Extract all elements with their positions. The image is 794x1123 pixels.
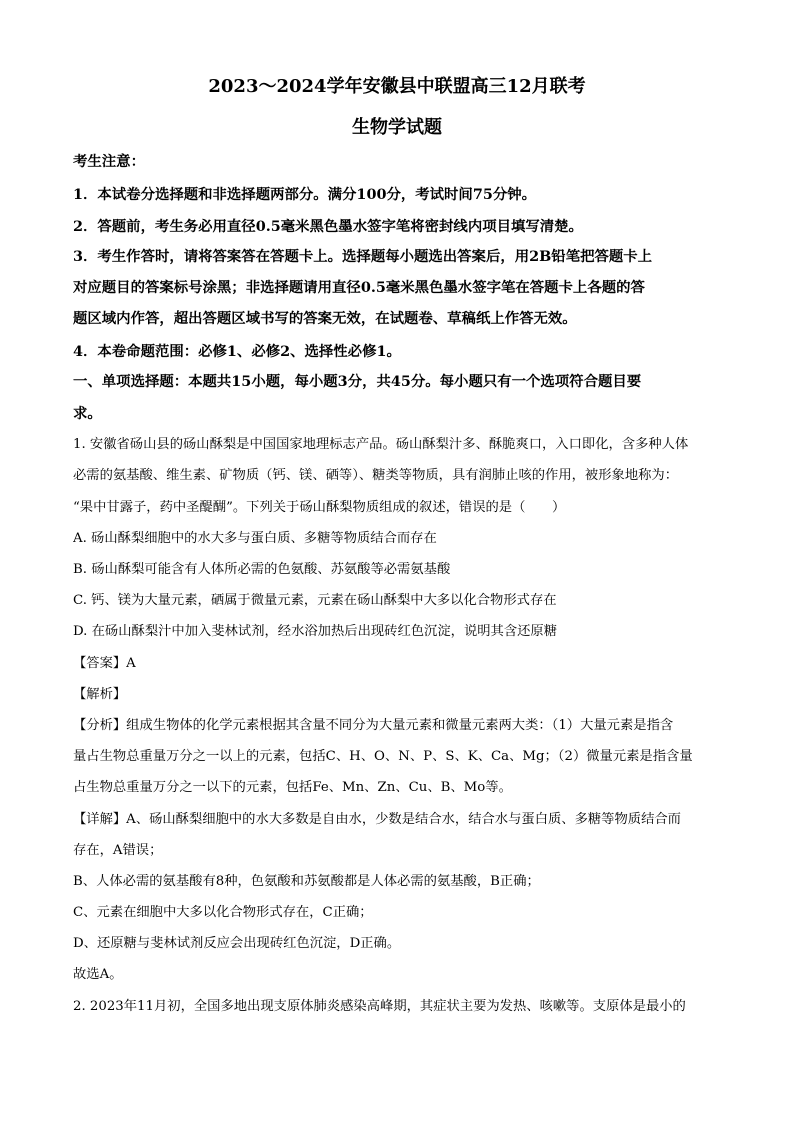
document-title: 2023～2024学年安徽县中联盟高三12月联考 bbox=[208, 76, 586, 97]
detail-line: 存在，A错误； bbox=[73, 843, 163, 858]
answer-line: 【答案】A bbox=[73, 656, 136, 671]
question-option: D. 在砀山酥梨汁中加入斐林试剂，经水浴加热后出现砖红色沉淀，说明其含还原糖 bbox=[73, 624, 558, 639]
notice-line: 题区域内作答，超出答题区域书写的答案无效，在试题卷、草稿纸上作答无效。 bbox=[73, 310, 577, 327]
question-option: A. 砀山酥梨细胞中的水大多与蛋白质、多糖等物质结合而存在 bbox=[73, 531, 437, 546]
notice-line: 1．本试卷分选择题和非选择题两部分。满分100分，考试时间75分钟。 bbox=[73, 186, 537, 203]
section-heading: 一、单项选择题：本题共15小题，每小题3分，共45分。每小题只有一个选项符合题目要 bbox=[73, 373, 642, 390]
notice-line: 4．本卷命题范围：必修1、必修2、选择性必修1。 bbox=[73, 343, 401, 360]
analysis-label: 【解析】 bbox=[73, 687, 127, 702]
notice-line: 对应题目的答案标号涂黑；非选择题请用直径0.5毫米黑色墨水签字笔在答题卡上各题的答 bbox=[73, 279, 645, 296]
notice-line: 3．考生作答时，请将答案答在答题卡上。选择题每小题选出答案后，用2B铅笔把答题卡上 bbox=[73, 248, 653, 265]
detail-line: D、还原糖与斐林试剂反应会出现砖红色沉淀，D正确。 bbox=[73, 936, 401, 951]
notice-heading: 考生注意： bbox=[73, 153, 145, 170]
detail-line: 【详解】A、砀山酥梨细胞中的水大多数是自由水，少数是结合水，结合水与蛋白质、多糖等物质结合而 bbox=[73, 812, 681, 827]
detail-line: C、元素在细胞中大多以化合物形式存在，C正确； bbox=[73, 905, 373, 920]
question-option: C. 钙、镁为大量元素，硒属于微量元素，元素在砀山酥梨中大多以化合物形式存在 bbox=[73, 593, 557, 608]
question-stem: “果中甘露子，药中圣醍醐”。下列关于砀山酥梨物质组成的叙述，错误的是（ ） bbox=[73, 500, 566, 515]
detail-line: 故选A。 bbox=[73, 967, 123, 982]
question-option: B. 砀山酥梨可能含有人体所必需的色氨酸、苏氨酸等必需氨基酸 bbox=[73, 562, 451, 577]
analysis-line: 【分析】组成生物体的化学元素根据其含量不同分为大量元素和微量元素两大类：（1）大量元素是指含 bbox=[73, 718, 674, 733]
document-subtitle: 生物学试题 bbox=[352, 117, 442, 138]
question-stem: 2. 2023年11月初，全国多地出现支原体肺炎感染高峰期，其症状主要为发热、咳嗽等。支原体是最小的 bbox=[73, 999, 686, 1014]
analysis-line: 量占生物总重量万分之一以上的元素，包括C、H、O、N、P、S、K、Ca、Mg；（2）微量元素是指含量 bbox=[73, 749, 693, 764]
analysis-line: 占生物总重量万分之一以下的元素，包括Fe、Mn、Zn、Cu、B、Mo等。 bbox=[73, 780, 512, 795]
question-stem: 必需的氨基酸、维生素、矿物质（钙、镁、硒等）、糖类等物质，具有润肺止咳的作用，被形象地称为： bbox=[73, 468, 679, 483]
notice-line: 2．答题前，考生务必用直径0.5毫米黑色墨水签字笔将密封线内项目填写清楚。 bbox=[73, 218, 583, 235]
section-heading: 求。 bbox=[73, 405, 102, 422]
question-stem: 1. 安徽省砀山县的砀山酥梨是中国国家地理标志产品。砀山酥梨汁多、酥脆爽口，入口即化，含多种人体 bbox=[73, 437, 689, 452]
detail-line: B、人体必需的氨基酸有8种，色氨酸和苏氨酸都是人体必需的氨基酸，B正确； bbox=[73, 874, 540, 889]
